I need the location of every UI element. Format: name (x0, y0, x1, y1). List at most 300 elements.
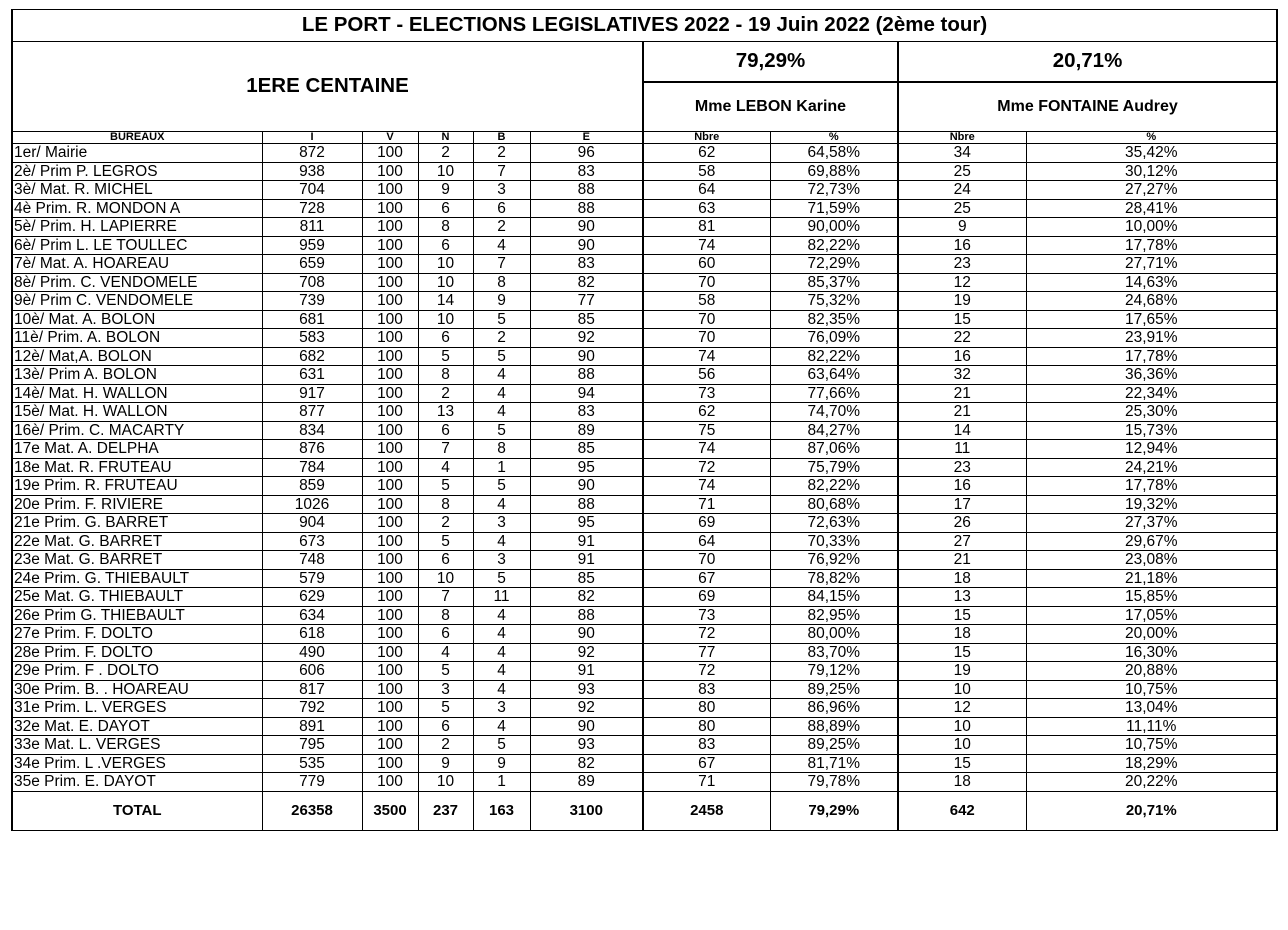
cell-candidate-1-pct: 70,33% (770, 532, 898, 551)
cell-inscrits: 792 (262, 699, 362, 718)
cell-candidate-2-nbre: 24 (898, 181, 1026, 200)
cell-candidate-1-pct: 74,70% (770, 403, 898, 422)
cell-inscrits: 859 (262, 477, 362, 496)
cell-blancs: 7 (473, 255, 530, 274)
cell-candidate-2-nbre: 23 (898, 458, 1026, 477)
table-row (12, 643, 1277, 662)
cell-candidate-1-pct: 82,95% (770, 606, 898, 625)
cell-candidate-2-nbre: 18 (898, 625, 1026, 644)
cell-inscrits: 748 (262, 551, 362, 570)
cell-candidate-1-nbre: 77 (643, 643, 770, 662)
cell-votants: 100 (362, 181, 418, 200)
cell-exprimes: 96 (530, 144, 643, 163)
cell-inscrits: 877 (262, 403, 362, 422)
cell-candidate-2-pct: 17,05% (1026, 606, 1277, 625)
cell-candidate-1-pct: 72,63% (770, 514, 898, 533)
table-row (12, 162, 1277, 181)
cell-exprimes: 88 (530, 495, 643, 514)
cell-candidate-1-pct: 82,35% (770, 310, 898, 329)
table-row (12, 569, 1277, 588)
cell-inscrits: 682 (262, 347, 362, 366)
cell-candidate-1-nbre: 70 (643, 273, 770, 292)
cell-bureau: 18e Mat. R. FRUTEAU (12, 458, 262, 477)
cell-exprimes: 88 (530, 366, 643, 385)
cell-nuls: 6 (418, 199, 473, 218)
table-row (12, 310, 1277, 329)
cell-candidate-1-nbre: 58 (643, 292, 770, 311)
cell-bureau: 4è Prim. R. MONDON A (12, 199, 262, 218)
cell-exprimes: 83 (530, 403, 643, 422)
cell-nuls: 5 (418, 532, 473, 551)
cell-candidate-1-nbre: 75 (643, 421, 770, 440)
cell-blancs: 1 (473, 773, 530, 792)
candidate-2-name: Mme FONTAINE Audrey (898, 82, 1277, 132)
cell-candidate-2-nbre: 642 (898, 791, 1026, 830)
cell-candidate-2-nbre: 21 (898, 403, 1026, 422)
cell-candidate-2-pct: 20,00% (1026, 625, 1277, 644)
cell-nuls: 7 (418, 588, 473, 607)
cell-votants: 100 (362, 736, 418, 755)
table-row (12, 181, 1277, 200)
cell-candidate-2-pct: 19,32% (1026, 495, 1277, 514)
table-row (12, 717, 1277, 736)
cell-exprimes: 90 (530, 347, 643, 366)
cell-blancs: 2 (473, 144, 530, 163)
cell-exprimes: 90 (530, 236, 643, 255)
cell-nuls: 10 (418, 773, 473, 792)
cell-candidate-2-pct: 25,30% (1026, 403, 1277, 422)
cell-votants: 100 (362, 144, 418, 163)
cell-candidate-1-nbre: 81 (643, 218, 770, 237)
cell-candidate-2-nbre: 23 (898, 255, 1026, 274)
cell-blancs: 4 (473, 717, 530, 736)
cell-nuls: 14 (418, 292, 473, 311)
cell-inscrits: 618 (262, 625, 362, 644)
cell-votants: 100 (362, 236, 418, 255)
cell-candidate-2-pct: 13,04% (1026, 699, 1277, 718)
cell-votants: 100 (362, 162, 418, 181)
column-header-exprimes: E (530, 132, 643, 144)
cell-candidate-1-nbre: 60 (643, 255, 770, 274)
cell-nuls: 6 (418, 236, 473, 255)
table-row (12, 421, 1277, 440)
cell-exprimes: 93 (530, 736, 643, 755)
cell-exprimes: 89 (530, 773, 643, 792)
cell-votants: 100 (362, 551, 418, 570)
cell-bureau: 27e Prim. F. DOLTO (12, 625, 262, 644)
cell-blancs: 9 (473, 754, 530, 773)
cell-bureau: 1er/ Mairie (12, 144, 262, 163)
cell-votants: 3500 (362, 791, 418, 830)
table-row (12, 366, 1277, 385)
cell-inscrits: 891 (262, 717, 362, 736)
cell-inscrits: 784 (262, 458, 362, 477)
cell-candidate-1-pct: 80,68% (770, 495, 898, 514)
cell-nuls: 6 (418, 625, 473, 644)
cell-nuls: 8 (418, 366, 473, 385)
cell-bureau: 20e Prim. F. RIVIERE (12, 495, 262, 514)
table-row (12, 199, 1277, 218)
cell-blancs: 4 (473, 625, 530, 644)
cell-candidate-1-pct: 82,22% (770, 347, 898, 366)
cell-nuls: 8 (418, 606, 473, 625)
cell-inscrits: 708 (262, 273, 362, 292)
table-row (12, 495, 1277, 514)
cell-votants: 100 (362, 773, 418, 792)
cell-blancs: 5 (473, 477, 530, 496)
cell-bureau: 32e Mat. E. DAYOT (12, 717, 262, 736)
cell-exprimes: 90 (530, 477, 643, 496)
cell-votants: 100 (362, 384, 418, 403)
cell-inscrits: 681 (262, 310, 362, 329)
cell-blancs: 3 (473, 551, 530, 570)
cell-candidate-2-nbre: 16 (898, 236, 1026, 255)
cell-candidate-2-nbre: 34 (898, 144, 1026, 163)
cell-bureau: 6è/ Prim L. LE TOULLEC (12, 236, 262, 255)
cell-votants: 100 (362, 569, 418, 588)
cell-nuls: 2 (418, 144, 473, 163)
table-row (12, 144, 1277, 163)
cell-exprimes: 94 (530, 384, 643, 403)
cell-exprimes: 92 (530, 699, 643, 718)
cell-candidate-1-nbre: 80 (643, 699, 770, 718)
cell-exprimes: 77 (530, 292, 643, 311)
cell-nuls: 5 (418, 347, 473, 366)
cell-candidate-2-pct: 36,36% (1026, 366, 1277, 385)
table-row (12, 514, 1277, 533)
cell-candidate-1-pct: 76,92% (770, 551, 898, 570)
cell-candidate-1-pct: 89,25% (770, 736, 898, 755)
table-row (12, 680, 1277, 699)
cell-candidate-2-pct: 17,78% (1026, 236, 1277, 255)
cell-bureau: 5è/ Prim. H. LAPIERRE (12, 218, 262, 237)
cell-bureau: 13è/ Prim A. BOLON (12, 366, 262, 385)
cell-candidate-1-pct: 78,82% (770, 569, 898, 588)
cell-candidate-1-nbre: 73 (643, 606, 770, 625)
cell-candidate-2-nbre: 19 (898, 292, 1026, 311)
cell-candidate-1-nbre: 62 (643, 403, 770, 422)
table-row (12, 440, 1277, 459)
table-row (12, 699, 1277, 718)
cell-candidate-1-pct: 90,00% (770, 218, 898, 237)
cell-blancs: 4 (473, 643, 530, 662)
cell-candidate-2-nbre: 16 (898, 347, 1026, 366)
cell-candidate-2-pct: 22,34% (1026, 384, 1277, 403)
cell-candidate-1-nbre: 62 (643, 144, 770, 163)
cell-candidate-1-pct: 72,29% (770, 255, 898, 274)
column-header-candidate-2-pct: % (1026, 132, 1277, 144)
cell-blancs: 8 (473, 440, 530, 459)
cell-votants: 100 (362, 625, 418, 644)
cell-candidate-1-nbre: 58 (643, 162, 770, 181)
cell-candidate-2-nbre: 15 (898, 643, 1026, 662)
cell-candidate-2-nbre: 18 (898, 773, 1026, 792)
cell-candidate-1-nbre: 74 (643, 440, 770, 459)
cell-blancs: 2 (473, 218, 530, 237)
cell-nuls: 6 (418, 551, 473, 570)
cell-exprimes: 95 (530, 458, 643, 477)
cell-candidate-2-pct: 10,75% (1026, 680, 1277, 699)
cell-bureau: 15è/ Mat. H. WALLON (12, 403, 262, 422)
cell-blancs: 6 (473, 199, 530, 218)
cell-inscrits: 535 (262, 754, 362, 773)
cell-votants: 100 (362, 606, 418, 625)
cell-inscrits: 490 (262, 643, 362, 662)
cell-exprimes: 85 (530, 569, 643, 588)
cell-candidate-2-pct: 28,41% (1026, 199, 1277, 218)
cell-votants: 100 (362, 403, 418, 422)
cell-candidate-1-nbre: 83 (643, 680, 770, 699)
cell-inscrits: 917 (262, 384, 362, 403)
table-row (12, 551, 1277, 570)
table-row (12, 329, 1277, 348)
cell-exprimes: 89 (530, 421, 643, 440)
cell-nuls: 6 (418, 717, 473, 736)
cell-inscrits: 817 (262, 680, 362, 699)
cell-bureau: 12è/ Mat,A. BOLON (12, 347, 262, 366)
cell-inscrits: 872 (262, 144, 362, 163)
cell-inscrits: 1026 (262, 495, 362, 514)
cell-bureau: 33e Mat. L. VERGES (12, 736, 262, 755)
cell-bureau: 34e Prim. L .VERGES (12, 754, 262, 773)
cell-candidate-2-nbre: 25 (898, 199, 1026, 218)
cell-candidate-1-nbre: 70 (643, 310, 770, 329)
cell-candidate-2-nbre: 16 (898, 477, 1026, 496)
cell-blancs: 11 (473, 588, 530, 607)
cell-candidate-2-pct: 20,71% (1026, 791, 1277, 830)
cell-candidate-1-pct: 75,79% (770, 458, 898, 477)
cell-bureau: 28e Prim. F. DOLTO (12, 643, 262, 662)
cell-nuls: 5 (418, 699, 473, 718)
cell-exprimes: 90 (530, 717, 643, 736)
cell-candidate-2-pct: 35,42% (1026, 144, 1277, 163)
cell-exprimes: 91 (530, 551, 643, 570)
cell-candidate-1-pct: 84,27% (770, 421, 898, 440)
cell-nuls: 3 (418, 680, 473, 699)
cell-nuls: 8 (418, 218, 473, 237)
cell-blancs: 3 (473, 699, 530, 718)
cell-candidate-2-pct: 15,85% (1026, 588, 1277, 607)
cell-bureau: 22e Mat. G. BARRET (12, 532, 262, 551)
cell-candidate-1-pct: 84,15% (770, 588, 898, 607)
table-row (12, 773, 1277, 792)
cell-votants: 100 (362, 477, 418, 496)
cell-nuls: 5 (418, 477, 473, 496)
cell-blancs: 3 (473, 181, 530, 200)
cell-candidate-2-pct: 23,91% (1026, 329, 1277, 348)
cell-candidate-2-pct: 23,08% (1026, 551, 1277, 570)
cell-candidate-1-nbre: 67 (643, 569, 770, 588)
cell-nuls: 10 (418, 162, 473, 181)
cell-candidate-2-pct: 24,68% (1026, 292, 1277, 311)
cell-votants: 100 (362, 717, 418, 736)
cell-candidate-1-nbre: 71 (643, 773, 770, 792)
cell-votants: 100 (362, 458, 418, 477)
column-header-candidate-2-nbre: Nbre (898, 132, 1026, 144)
table-row (12, 292, 1277, 311)
cell-exprimes: 88 (530, 181, 643, 200)
cell-exprimes: 85 (530, 310, 643, 329)
cell-candidate-2-nbre: 13 (898, 588, 1026, 607)
cell-inscrits: 959 (262, 236, 362, 255)
cell-inscrits: 673 (262, 532, 362, 551)
cell-exprimes: 82 (530, 273, 643, 292)
cell-bureau: 2è/ Prim P. LEGROS (12, 162, 262, 181)
cell-exprimes: 90 (530, 218, 643, 237)
cell-candidate-2-nbre: 12 (898, 699, 1026, 718)
table-row (12, 477, 1277, 496)
cell-votants: 100 (362, 273, 418, 292)
cell-candidate-2-pct: 12,94% (1026, 440, 1277, 459)
cell-inscrits: 811 (262, 218, 362, 237)
cell-candidate-1-nbre: 83 (643, 736, 770, 755)
cell-bureau: TOTAL (12, 791, 262, 830)
cell-blancs: 4 (473, 236, 530, 255)
cell-candidate-1-pct: 72,73% (770, 181, 898, 200)
cell-votants: 100 (362, 440, 418, 459)
table-row (12, 736, 1277, 755)
cell-candidate-1-pct: 89,25% (770, 680, 898, 699)
cell-candidate-1-pct: 64,58% (770, 144, 898, 163)
cell-candidate-2-pct: 17,78% (1026, 477, 1277, 496)
cell-candidate-2-pct: 10,00% (1026, 218, 1277, 237)
cell-blancs: 4 (473, 532, 530, 551)
cell-candidate-2-pct: 27,71% (1026, 255, 1277, 274)
table-row (12, 384, 1277, 403)
cell-votants: 100 (362, 347, 418, 366)
cell-nuls: 4 (418, 458, 473, 477)
cell-candidate-1-nbre: 67 (643, 754, 770, 773)
cell-votants: 100 (362, 643, 418, 662)
cell-candidate-1-pct: 82,22% (770, 236, 898, 255)
cell-exprimes: 83 (530, 162, 643, 181)
table-row (12, 236, 1277, 255)
cell-candidate-1-pct: 83,70% (770, 643, 898, 662)
cell-nuls: 10 (418, 310, 473, 329)
cell-nuls: 9 (418, 754, 473, 773)
cell-bureau: 17e Mat. A. DELPHA (12, 440, 262, 459)
cell-candidate-1-nbre: 74 (643, 236, 770, 255)
column-header-votants: V (362, 132, 418, 144)
cell-nuls: 2 (418, 384, 473, 403)
cell-exprimes: 82 (530, 754, 643, 773)
cell-inscrits: 834 (262, 421, 362, 440)
cell-inscrits: 728 (262, 199, 362, 218)
cell-votants: 100 (362, 366, 418, 385)
cell-candidate-2-nbre: 15 (898, 606, 1026, 625)
cell-nuls: 6 (418, 329, 473, 348)
cell-exprimes: 95 (530, 514, 643, 533)
cell-nuls: 4 (418, 643, 473, 662)
table-row (12, 662, 1277, 681)
cell-votants: 100 (362, 699, 418, 718)
table-row (12, 347, 1277, 366)
cell-bureau: 8è/ Prim. C. VENDOMELE (12, 273, 262, 292)
cell-candidate-2-pct: 29,67% (1026, 532, 1277, 551)
table-row (12, 273, 1277, 292)
cell-blancs: 3 (473, 514, 530, 533)
cell-candidate-2-nbre: 27 (898, 532, 1026, 551)
column-header-inscrits: I (262, 132, 362, 144)
cell-candidate-1-pct: 88,89% (770, 717, 898, 736)
cell-candidate-1-pct: 79,12% (770, 662, 898, 681)
cell-candidate-2-nbre: 15 (898, 310, 1026, 329)
cell-candidate-2-nbre: 14 (898, 421, 1026, 440)
cell-candidate-1-nbre: 2458 (643, 791, 770, 830)
cell-exprimes: 93 (530, 680, 643, 699)
cell-blancs: 5 (473, 310, 530, 329)
cell-candidate-2-pct: 17,78% (1026, 347, 1277, 366)
cell-nuls: 6 (418, 421, 473, 440)
cell-exprimes: 3100 (530, 791, 643, 830)
cell-nuls: 13 (418, 403, 473, 422)
cell-candidate-1-nbre: 63 (643, 199, 770, 218)
total-row (12, 791, 1277, 830)
cell-candidate-2-nbre: 26 (898, 514, 1026, 533)
cell-inscrits: 795 (262, 736, 362, 755)
cell-blancs: 4 (473, 366, 530, 385)
cell-votants: 100 (362, 310, 418, 329)
cell-candidate-2-pct: 16,30% (1026, 643, 1277, 662)
title-row (12, 10, 1277, 42)
cell-candidate-2-pct: 27,37% (1026, 514, 1277, 533)
cell-candidate-1-nbre: 72 (643, 662, 770, 681)
cell-blancs: 4 (473, 384, 530, 403)
cell-nuls: 10 (418, 255, 473, 274)
table-row (12, 403, 1277, 422)
candidate-1-name: Mme LEBON Karine (643, 82, 898, 132)
cell-exprimes: 92 (530, 329, 643, 348)
cell-nuls: 8 (418, 495, 473, 514)
cell-candidate-1-pct: 71,59% (770, 199, 898, 218)
cell-candidate-1-pct: 80,00% (770, 625, 898, 644)
cell-blancs: 8 (473, 273, 530, 292)
cell-candidate-2-pct: 10,75% (1026, 736, 1277, 755)
cell-inscrits: 606 (262, 662, 362, 681)
cell-candidate-2-nbre: 9 (898, 218, 1026, 237)
cell-bureau: 30e Prim. B. . HOAREAU (12, 680, 262, 699)
cell-bureau: 35e Prim. E. DAYOT (12, 773, 262, 792)
cell-bureau: 7è/ Mat. A. HOAREAU (12, 255, 262, 274)
cell-exprimes: 91 (530, 662, 643, 681)
cell-votants: 100 (362, 588, 418, 607)
cell-exprimes: 82 (530, 588, 643, 607)
cell-blancs: 4 (473, 606, 530, 625)
cell-candidate-2-nbre: 10 (898, 736, 1026, 755)
cell-bureau: 26e Prim G. THIEBAULT (12, 606, 262, 625)
cell-votants: 100 (362, 754, 418, 773)
cell-candidate-2-nbre: 32 (898, 366, 1026, 385)
cell-candidate-2-pct: 27,27% (1026, 181, 1277, 200)
cell-candidate-1-nbre: 72 (643, 458, 770, 477)
table-row (12, 532, 1277, 551)
cell-candidate-2-pct: 24,21% (1026, 458, 1277, 477)
cell-nuls: 10 (418, 569, 473, 588)
cell-candidate-1-pct: 77,66% (770, 384, 898, 403)
cell-candidate-2-pct: 21,18% (1026, 569, 1277, 588)
cell-inscrits: 876 (262, 440, 362, 459)
cell-bureau: 19e Prim. R. FRUTEAU (12, 477, 262, 496)
cell-candidate-1-pct: 75,32% (770, 292, 898, 311)
cell-candidate-2-pct: 11,11% (1026, 717, 1277, 736)
cell-candidate-1-nbre: 69 (643, 514, 770, 533)
cell-candidate-2-nbre: 21 (898, 384, 1026, 403)
section-title: 1ERE CENTAINE (12, 42, 643, 132)
cell-candidate-2-pct: 20,22% (1026, 773, 1277, 792)
cell-votants: 100 (362, 421, 418, 440)
cell-exprimes: 91 (530, 532, 643, 551)
cell-exprimes: 88 (530, 199, 643, 218)
